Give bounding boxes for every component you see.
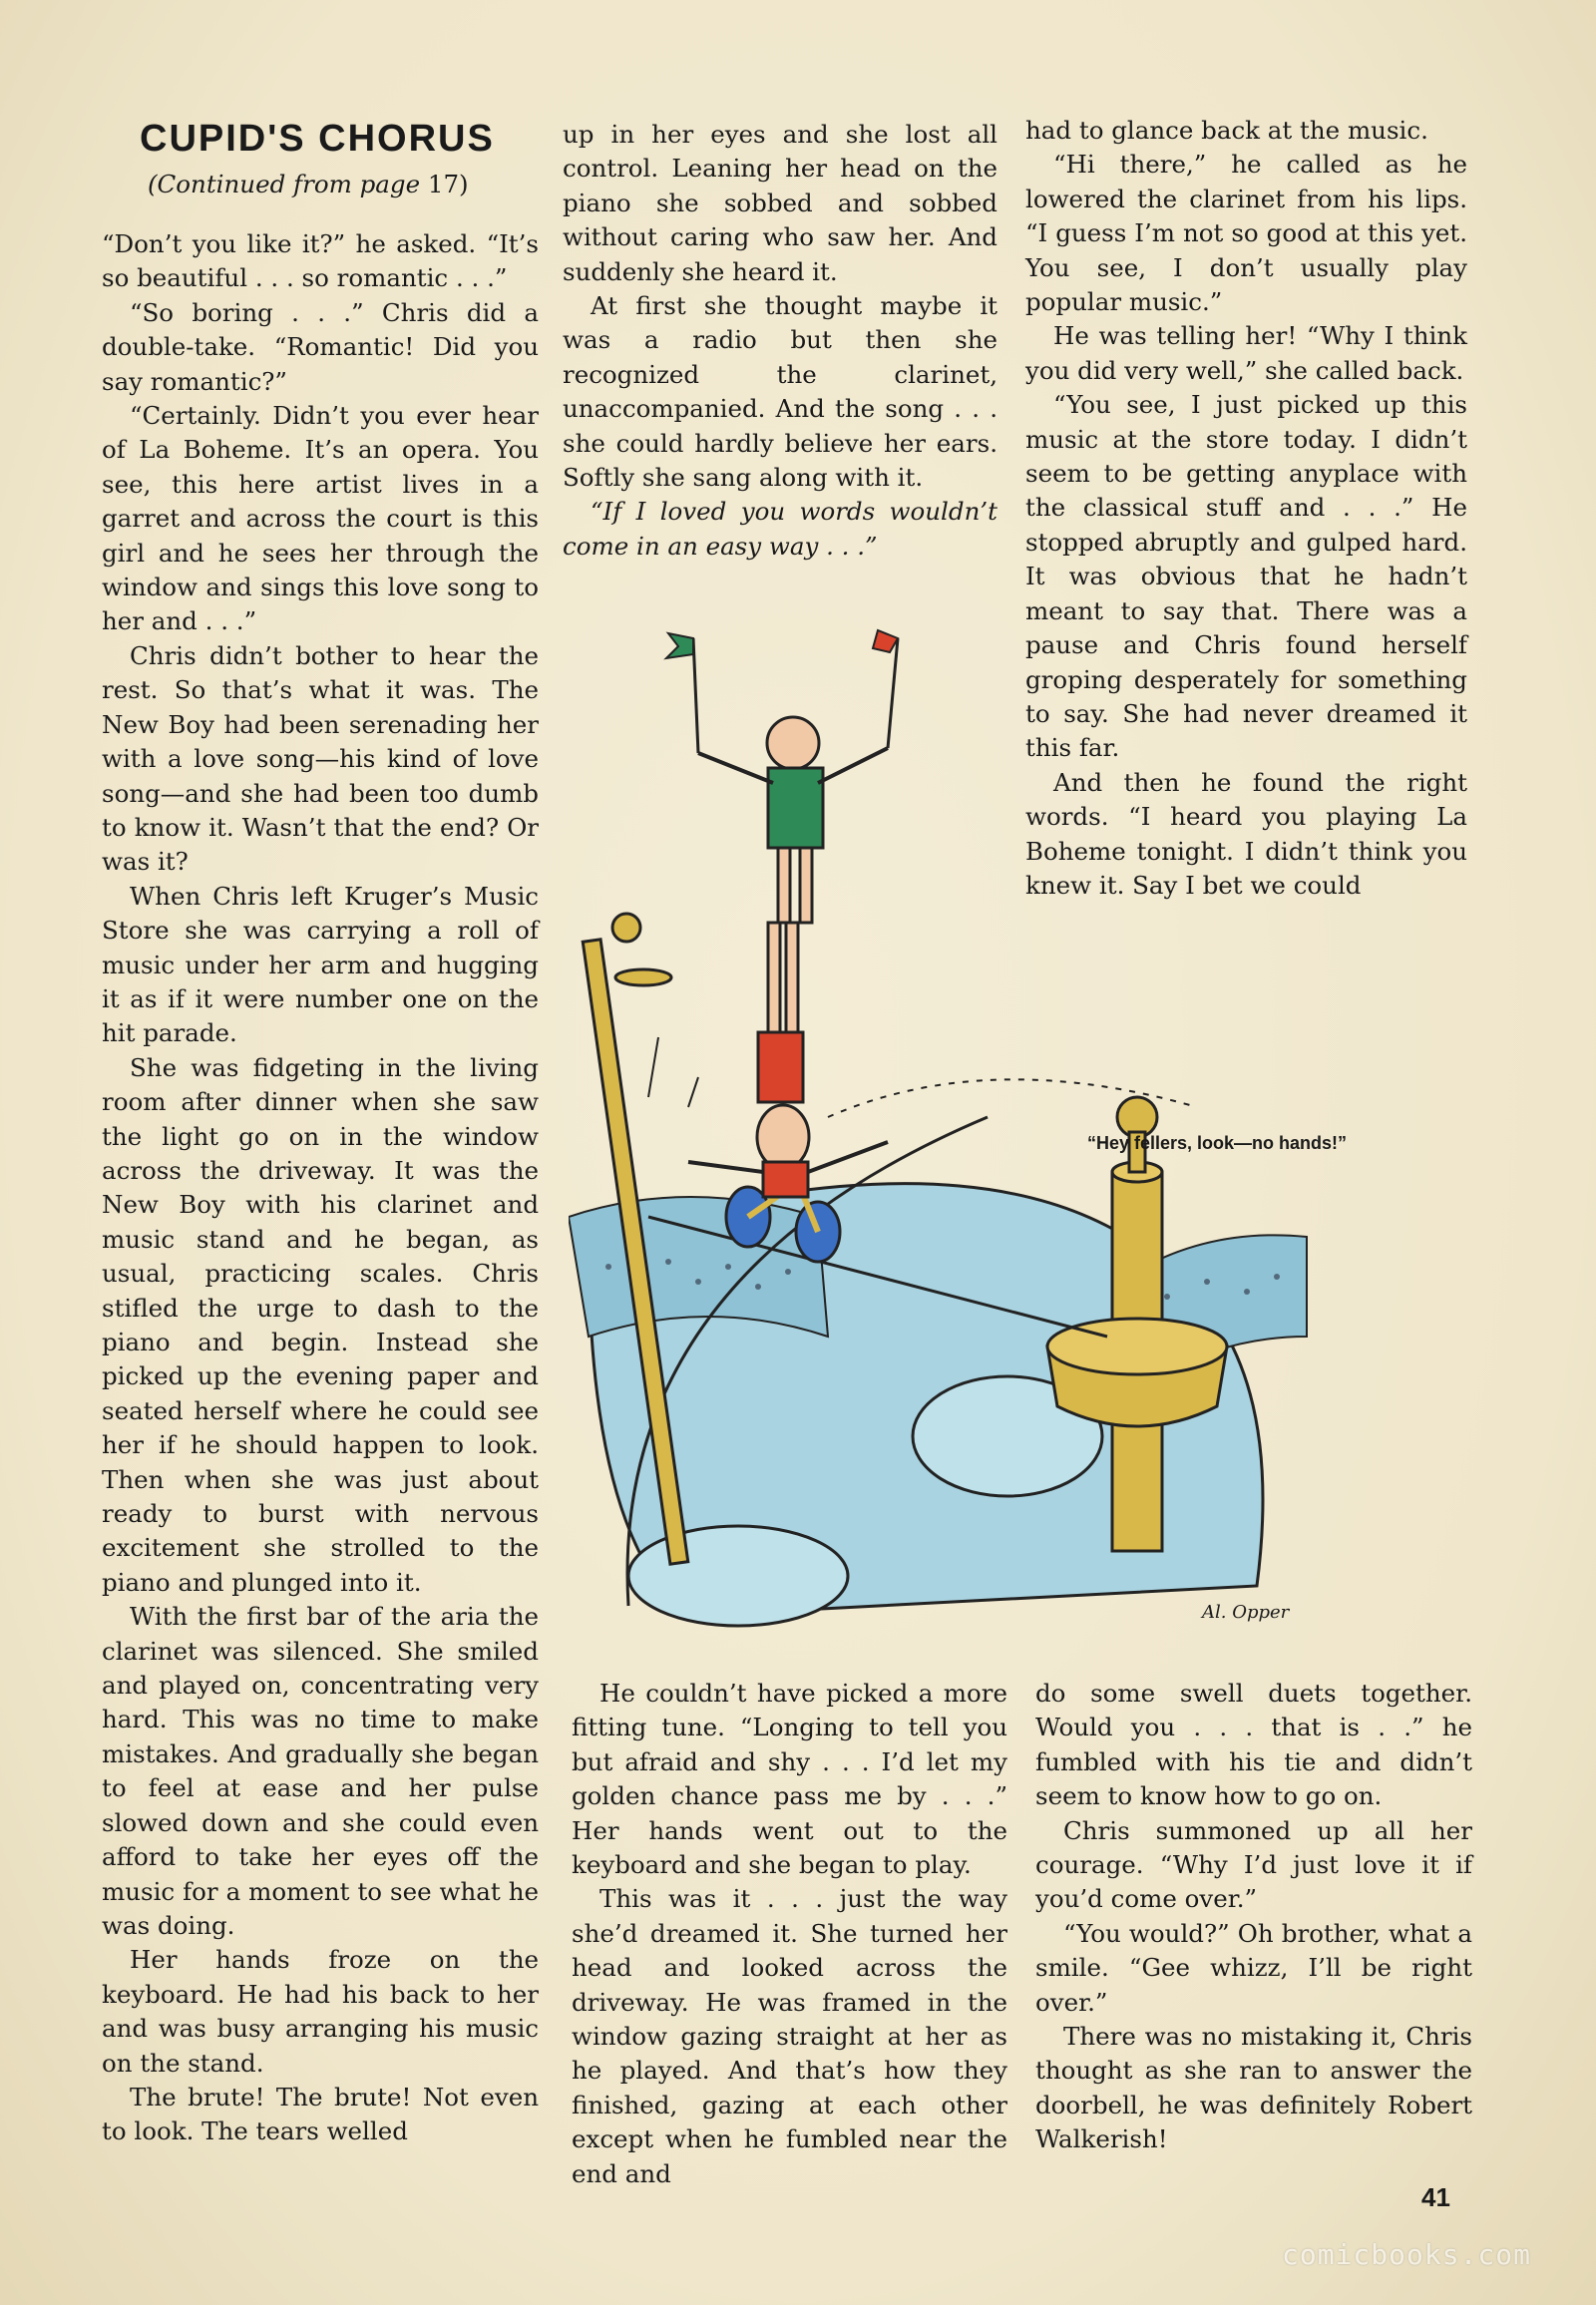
paragraph: “You see, I just picked up this music at the store today. I didn’t seem to be getting anyplace with the classical stuff and . . .” He stopped abruptly and gulped hard. It was obvious that he hadn’t meant to say that. There was a pause and Chris found herself groping desperately for something to say. She had never dreamed it this far.	[1025, 390, 1467, 763]
paragraph: At first she thought maybe it was a radio but then she recognized the clarinet, unaccompanied. And the song . . . she could hardly believe her ears. Softly she sang along with it.	[563, 291, 998, 493]
continued-prefix: (Continued from page	[148, 170, 421, 198]
text-column-2-bottom	[572, 1677, 1007, 2191]
text-column-1	[102, 227, 539, 2149]
song-lyric: “If I loved you words wouldn’t come in an easy way . . .”	[563, 497, 998, 561]
text-column-2-top	[563, 118, 998, 564]
circus-cartoon-illustration	[569, 578, 1466, 1646]
paragraph: had to glance back at the music.	[1025, 116, 1428, 145]
paragraph: “So boring . . .” Chris did a double-take. “Romantic! Did you say romantic?”	[102, 297, 539, 396]
paragraph: Chris summoned up all her courage. “Why I’d just love it if you’d come over.”	[1035, 1815, 1472, 1914]
paragraph: Chris didn’t bother to hear the rest. So that’s what it was. The New Boy had been serenading her with a love song—his kind of love song—and she had been too dumb to know it. Wasn’t that the end? Or was it?	[102, 640, 539, 877]
paragraph: “Don’t you like it?” he asked. “It’s so beautiful . . . so romantic . . .”	[102, 229, 539, 293]
paragraph: “Certainly. Didn’t you ever hear of La Boheme. It’s an opera. You see, this here artist lives in a garret and across the court is this girl and he sees her through the window and sings this love song to her and . . .”	[102, 401, 539, 636]
continued-page: 17)	[427, 170, 469, 198]
continued-note	[148, 170, 469, 198]
paragraph: do some swell duets together. Would you . . . that is . .” he fumbled with his tie and didn’t seem to know how to go on.	[1035, 1679, 1472, 1811]
page-number: 41	[1421, 2182, 1450, 2212]
paragraph: This was it . . . just the way she’d dreamed it. She turned her head and looked across the driveway. He was framed in the window gazing straight at her as he played. And that’s how they finished, gazing at each other except when he fumbled near the end and	[572, 1884, 1007, 2188]
paragraph: There was no mistaking it, Chris thought as she ran to answer the doorbell, he was definitely Robert Walkerish!	[1035, 2022, 1472, 2154]
paragraph: With the first bar of the aria the clarinet was silenced. She smiled and played on, concentrating very hard. This was no time to make mistakes. And gradually she began to feel at ease and her pulse slowed down and she could even afford to take her eyes off the music for a moment to see what he was doing.	[102, 1602, 539, 1940]
paragraph: He was telling her! “Why I think you did very well,” she called back.	[1025, 321, 1467, 385]
paragraph: up in her eyes and she lost all control. Leaning her head on the piano she sobbed and sobbed without caring who saw her. And suddenly she heard it.	[563, 120, 998, 286]
paragraph: The brute! The brute! Not even to look. The tears welled	[102, 2082, 539, 2146]
paragraph: When Chris left Kruger’s Music Store she was carrying a roll of music under her arm and hugging it as if it were number one on the hit parade.	[102, 881, 539, 1048]
circus-ring	[628, 1526, 848, 1626]
text-column-3-bottom	[1035, 1677, 1472, 2157]
flag-icon	[666, 633, 693, 658]
flag-icon	[873, 630, 898, 652]
paragraph: He couldn’t have picked a more fitting tune. “Longing to tell you but afraid and shy . . . I’d let my golden chance pass me by . . .” Her hands went out to the keyboard and she began to play.	[572, 1679, 1007, 1880]
story-title: CUPID'S CHORUS	[140, 118, 495, 160]
cartoon-caption: “Hey fellers, look—no hands!”	[1087, 1133, 1348, 1153]
artist-signature: Al. Opper	[1202, 1602, 1290, 1623]
watermark: comicbooks.com	[1282, 2238, 1532, 2271]
paragraph: She was fidgeting in the living room after dinner when she saw the light go on in the window across the driveway. It was the New Boy with his clarinet and music stand and he began, as usual, practicing scales. Chris stifled the urge to dash to the piano and begin. Instead she picked up the evening paper and seated herself where he could see her if he should happen to look. Then when she was just about ready to burst with nervous excitement she strolled to the piano and plunged into it.	[102, 1052, 539, 1597]
paragraph: Her hands froze on the keyboard. He had his back to her and was busy arranging his music on the stand.	[102, 1945, 539, 2078]
paragraph: And then he found the right words. “I heard you playing La Boheme tonight. I didn’t think you knew it. Say I bet we could	[1025, 767, 1467, 900]
acrobat-middle	[758, 923, 803, 1102]
paragraph: “You would?” Oh brother, what a smile. “Gee whizz, I’ll be right over.”	[1035, 1918, 1472, 2017]
paragraph: “Hi there,” he called as he lowered the clarinet from his lips. “I guess I’m not so good at this yet. You see, I don’t usually play popular music.”	[1025, 150, 1467, 317]
acrobat-top	[666, 630, 898, 923]
